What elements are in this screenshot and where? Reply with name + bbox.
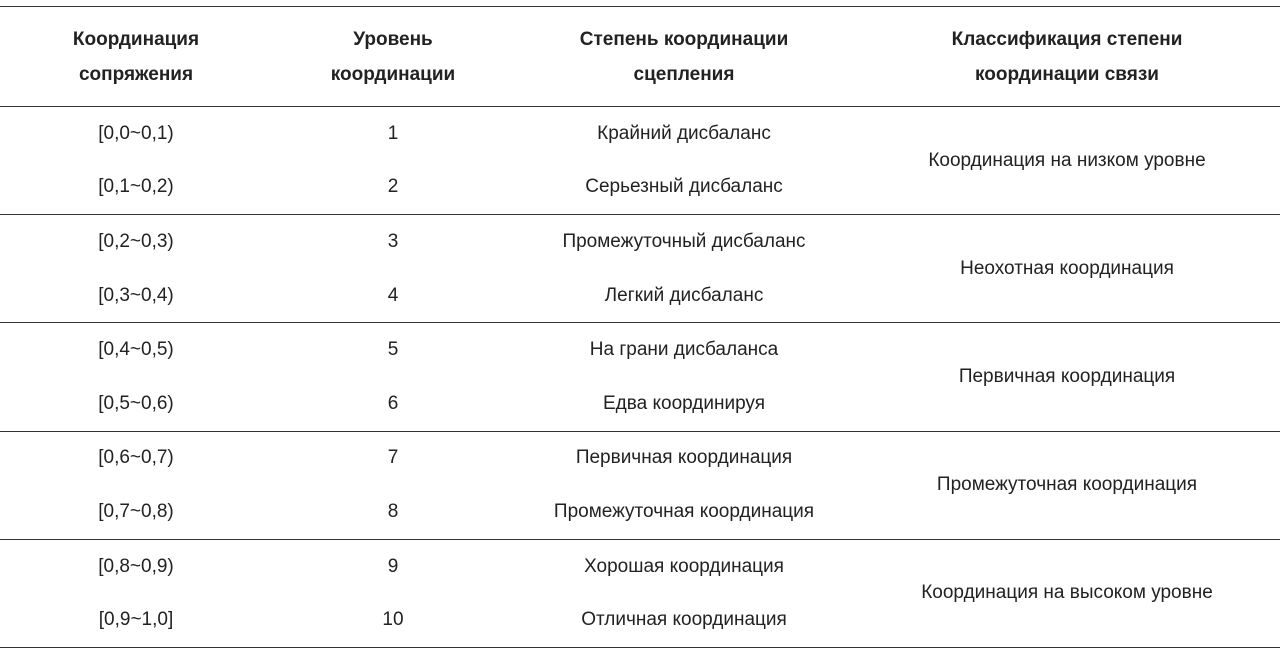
level-cell: 4 [387,284,399,306]
degree-cell: Едва координируя [602,392,765,414]
header-line: сопряжения [78,63,194,85]
range-cell: [0,7~0,8) [98,500,174,522]
header-row [0,7,1280,107]
range-cell: [0,0~0,1) [98,122,174,144]
range-cell: [0,8~0,9) [98,555,174,577]
degree-cell: Серьезный дисбаланс [585,176,783,198]
degree-cell: Крайний дисбаланс [597,122,771,144]
classification-cell: Промежуточная координация [936,474,1198,496]
degree-cell: Промежуточный дисбаланс [562,230,806,252]
header-line: Степень координации [579,28,789,50]
header-line: координации связи [975,63,1159,85]
coordination-table [0,6,1280,648]
table-row [0,431,1280,485]
range-cell: [0,2~0,3) [98,230,174,252]
header-classification [854,7,1280,107]
level-cell: 3 [387,230,399,252]
table-body [0,107,1280,648]
classification-cell: Координация на высоком уровне [921,582,1213,604]
range-cell: [0,6~0,7) [98,447,174,469]
header-line: Координация [72,28,200,50]
level-cell: 8 [387,500,399,522]
level-cell: 6 [387,392,399,414]
level-cell: 1 [387,122,399,144]
header-coordination-level [272,7,514,107]
header-line: Классификация степени [951,28,1183,50]
classification-cell: Первичная координация [958,365,1176,387]
header-line: координации [330,63,456,85]
table-row [0,215,1280,269]
range-cell: [0,5~0,6) [98,392,174,414]
table-row [0,323,1280,377]
degree-cell: Первичная координация [575,447,793,469]
header-coupling-coordination [0,7,272,107]
table-header [0,7,1280,107]
level-cell: 2 [387,176,399,198]
level-cell: 7 [387,447,399,469]
range-cell: [0,9~1,0] [98,609,174,631]
classification-cell: Координация на низком уровне [928,149,1206,171]
degree-cell: Отличная координация [581,609,787,631]
level-cell: 10 [382,609,404,631]
degree-cell: Промежуточная координация [553,500,815,522]
degree-cell: Легкий дисбаланс [604,284,764,306]
range-cell: [0,4~0,5) [98,339,174,361]
range-cell: [0,3~0,4) [98,284,174,306]
level-cell: 5 [387,339,399,361]
header-line: Уровень [353,28,433,50]
header-coupling-degree [514,7,854,107]
level-cell: 9 [387,555,399,577]
degree-cell: На грани дисбаланса [589,339,779,361]
table-row [0,539,1280,593]
header-line: сцепления [633,63,735,85]
table-row [0,107,1280,161]
range-cell: [0,1~0,2) [98,176,174,198]
degree-cell: Хорошая координация [584,555,784,577]
classification-cell: Неохотная координация [960,257,1174,279]
